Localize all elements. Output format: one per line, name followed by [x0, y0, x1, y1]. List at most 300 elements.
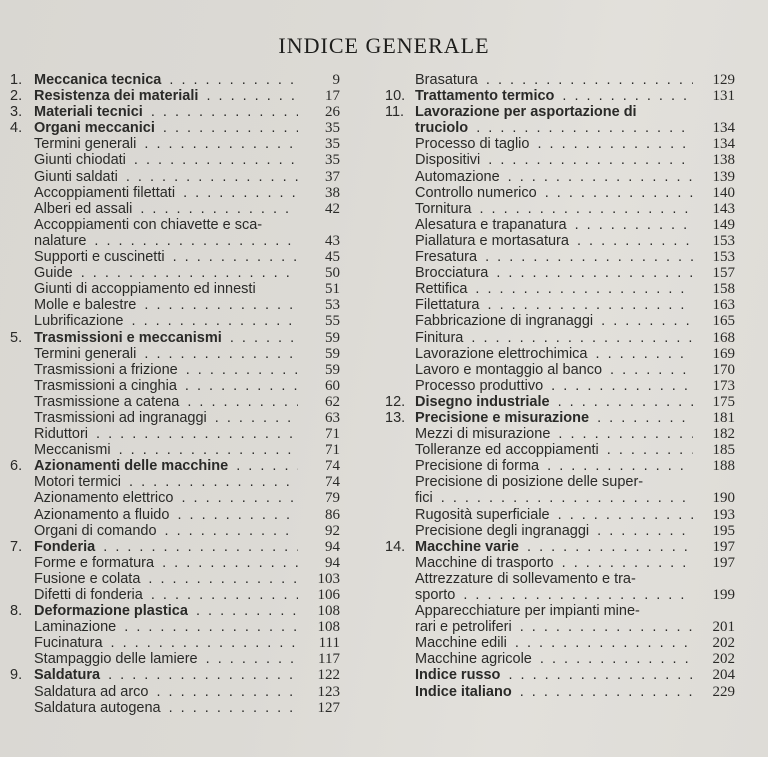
entry-title: Precisione e misurazione: [415, 409, 590, 426]
page-number: 117: [318, 651, 340, 668]
entry-label: [34, 378, 298, 394]
chapter-number: 14.: [385, 538, 406, 555]
dot-leader: [601, 442, 693, 458]
entry-label: [34, 587, 298, 603]
dot-leader: [482, 152, 693, 168]
toc-entry: [385, 571, 735, 587]
entry-title: Finitura: [415, 329, 464, 346]
page-number: 79: [325, 490, 340, 507]
entry-label: [415, 507, 693, 523]
chapter-number: 11.: [385, 104, 405, 121]
page-number: 139: [712, 168, 735, 185]
dot-leader: [75, 265, 298, 281]
page-number: 35: [325, 152, 340, 169]
toc-entry: [10, 249, 340, 265]
entry-title: Azionamenti delle macchine: [34, 458, 229, 475]
entry-title: Accoppiamenti con chiavette e sca-: [34, 216, 263, 233]
page-number: 9: [332, 72, 340, 88]
entry-title: Fonderia: [34, 538, 96, 555]
entry-label: [415, 555, 693, 571]
entry-label: [415, 394, 693, 410]
page-number: 197: [712, 538, 735, 555]
entry-label: [34, 523, 298, 539]
page-number: 86: [325, 506, 340, 523]
entry-title: Processo produttivo: [415, 377, 544, 394]
entry-title: Giunti chiodati: [34, 152, 126, 169]
entry-title: Trasmissioni ad ingranaggi: [34, 409, 207, 426]
entry-label: [415, 330, 693, 346]
dot-leader: [473, 201, 693, 217]
entry-label: [34, 313, 298, 329]
entry-title: Precisione di forma: [415, 458, 540, 475]
entry-label: [34, 490, 298, 506]
entry-title: Fucinatura: [34, 635, 103, 652]
page-number: 190: [712, 490, 735, 507]
dot-leader: [163, 700, 298, 716]
dot-leader: [180, 362, 298, 378]
toc-left-column: [10, 72, 340, 716]
entry-title: Motori termici: [34, 474, 122, 491]
dot-leader: [175, 490, 298, 506]
page-number: 108: [317, 603, 340, 620]
dot-leader: [97, 539, 298, 555]
entry-title: Automazione: [415, 168, 500, 185]
entry-title: Apparecchiature per impianti mine-: [415, 603, 640, 620]
entry-label: [34, 104, 298, 120]
toc-entry: [10, 603, 340, 619]
toc-entry: [10, 362, 340, 378]
entry-label: [34, 362, 298, 378]
toc-entry: [10, 539, 340, 555]
toc-entry: [385, 362, 735, 378]
entry-label: [34, 555, 298, 571]
entry-label: [415, 587, 693, 603]
entry-label: [34, 136, 298, 152]
dot-leader: [88, 233, 298, 249]
entry-title: Lavorazione per asportazione di: [415, 104, 637, 121]
entry-title: Fresatura: [415, 249, 478, 266]
dot-leader: [591, 523, 693, 539]
page-number: 173: [712, 377, 735, 394]
toc-entry: [10, 426, 340, 442]
toc-entry: [385, 684, 735, 700]
page-number: 71: [325, 426, 340, 443]
page-number: 134: [712, 136, 735, 153]
dot-leader: [534, 651, 693, 667]
dot-leader: [145, 104, 298, 120]
entry-title: Precisione di posizione delle super-: [415, 474, 644, 491]
toc-entry: [385, 442, 735, 458]
entry-label: [415, 104, 693, 120]
entry-label: [415, 120, 693, 136]
page-number: 193: [712, 506, 735, 523]
entry-label: [34, 120, 298, 136]
dot-leader: [138, 136, 298, 152]
toc-entry: [10, 185, 340, 201]
entry-title: Giunti di accoppiamento ed innesti: [34, 281, 256, 298]
entry-title: Termini generali: [34, 345, 137, 362]
entry-label: [34, 700, 298, 716]
entry-label: [34, 281, 298, 297]
entry-title: Mezzi di misurazione: [415, 426, 551, 443]
entry-label: [34, 426, 298, 442]
page-number: 165: [712, 313, 735, 330]
entry-title: Brocciatura: [415, 265, 489, 282]
entry-label: [415, 442, 693, 458]
toc-entry: [385, 394, 735, 410]
page-number: 175: [712, 393, 735, 410]
toc-entry: [10, 217, 340, 233]
dot-leader: [552, 394, 693, 410]
page-number: 127: [317, 699, 340, 716]
toc-entry: [385, 330, 735, 346]
dot-leader: [167, 249, 298, 265]
dot-leader: [120, 169, 298, 185]
entry-label: [415, 136, 693, 152]
dot-leader: [531, 136, 693, 152]
chapter-number: 10.: [385, 88, 406, 105]
page-number: 158: [712, 281, 735, 298]
entry-title: Trasmissioni a cinghia: [34, 377, 177, 394]
entry-label: [34, 169, 298, 185]
entry-label: [415, 346, 693, 362]
toc-entry: [10, 313, 340, 329]
page-number: 71: [325, 442, 340, 459]
dot-leader: [604, 362, 693, 378]
entry-label: [34, 72, 298, 88]
page-number: 199: [712, 587, 735, 603]
dot-leader: [171, 507, 298, 523]
dot-leader: [150, 684, 298, 700]
page-number: 169: [712, 345, 735, 362]
toc-entry: [10, 442, 340, 458]
entry-label: [415, 362, 693, 378]
page-number: 163: [712, 297, 735, 314]
toc-entry: [10, 410, 340, 426]
page-number: 202: [712, 635, 735, 652]
dot-leader: [502, 169, 693, 185]
dot-leader: [102, 667, 298, 683]
entry-label: [415, 281, 693, 297]
page-number: 103: [317, 570, 340, 587]
page-number: 149: [712, 216, 735, 233]
page-number: 195: [712, 522, 735, 539]
dot-leader: [465, 330, 693, 346]
page-number: 53: [325, 297, 340, 314]
dot-leader: [125, 313, 298, 329]
toc-entry: [10, 587, 340, 603]
entry-label: [415, 458, 693, 474]
toc-entry: [10, 635, 340, 651]
dot-leader: [113, 442, 298, 458]
entry-title: Macchine edili: [415, 635, 507, 652]
entry-label: [415, 490, 693, 506]
toc-entry: [10, 297, 340, 313]
toc-entry: [385, 313, 735, 329]
entry-title: Fusione e colata: [34, 570, 141, 587]
entry-title: Accoppiamenti filettati: [34, 184, 176, 201]
toc-entry: [385, 281, 735, 297]
chapter-number: 6.: [10, 458, 23, 475]
page-number: 42: [325, 200, 340, 217]
page-number: 17: [325, 88, 340, 105]
page-number: 26: [325, 104, 340, 121]
entry-title: Fabbricazione di ingranaggi: [415, 313, 594, 330]
chapter-number: 3.: [10, 104, 23, 121]
toc-entry: [10, 152, 340, 168]
entry-label: [34, 651, 298, 667]
entry-title: Indice russo: [415, 667, 501, 684]
toc-entry: [10, 619, 340, 635]
entry-title: Supporti e cuscinetti: [34, 249, 165, 266]
dot-leader: [138, 346, 298, 362]
dot-leader: [545, 378, 693, 394]
dot-leader: [123, 474, 298, 490]
toc-entry: [385, 249, 735, 265]
entry-title: Macchine di trasporto: [415, 554, 554, 571]
dot-leader: [556, 555, 693, 571]
toc-entry: [385, 233, 735, 249]
page-number: 35: [325, 120, 340, 137]
dot-leader: [190, 603, 298, 619]
entry-title: Termini generali: [34, 136, 137, 153]
toc-entry: [385, 474, 735, 490]
entry-title: Meccanismi: [34, 442, 111, 459]
entry-label: [415, 635, 693, 651]
entry-label: [34, 619, 298, 635]
toc-entry: [10, 378, 340, 394]
entry-label: [34, 684, 298, 700]
page-number: 55: [325, 313, 340, 330]
page-title: INDICE GENERALE: [278, 33, 490, 58]
entry-label: [34, 667, 298, 683]
dot-leader: [591, 410, 693, 426]
toc-entry: [10, 104, 340, 120]
toc-entry: [385, 523, 735, 539]
entry-title: Meccanica tecnica: [34, 72, 162, 88]
entry-label: [415, 603, 693, 619]
entry-title: truciolo: [415, 120, 469, 137]
toc-entry: [385, 104, 735, 120]
entry-label: [34, 603, 298, 619]
page-number: 111: [318, 635, 340, 652]
toc-entry: [10, 265, 340, 281]
entry-label: [415, 88, 693, 104]
page-number: 201: [712, 619, 735, 636]
entry-title: Brasatura: [415, 72, 478, 88]
dot-leader: [224, 330, 298, 346]
entry-label: [34, 474, 298, 490]
dot-leader: [105, 635, 298, 651]
entry-label: [415, 201, 693, 217]
entry-label: [415, 667, 693, 683]
entry-title: Trasmissioni a frizione: [34, 361, 178, 378]
entry-label: [34, 539, 298, 555]
entry-label: [415, 249, 693, 265]
entry-title: Trasmissione a catena: [34, 393, 180, 410]
entry-label: [34, 152, 298, 168]
toc-entry: [385, 490, 735, 506]
entry-label: [415, 523, 693, 539]
entry-label: [415, 217, 693, 233]
entry-label: [34, 394, 298, 410]
toc-entry: [385, 426, 735, 442]
page-number: 157: [712, 265, 735, 282]
toc-entry: [10, 571, 340, 587]
page-number: 188: [712, 458, 735, 475]
page-number: 229: [712, 683, 735, 700]
entry-label: [415, 185, 693, 201]
dot-leader: [502, 667, 693, 683]
toc-entry: [385, 555, 735, 571]
toc-entry: [385, 265, 735, 281]
entry-title: Indice italiano: [415, 683, 512, 700]
toc-entry: [385, 378, 735, 394]
entry-label: [34, 233, 298, 249]
entry-label: [34, 571, 298, 587]
entry-title: Forme e formatura: [34, 554, 155, 571]
toc-entry: [385, 587, 735, 603]
page-number: 43: [325, 232, 340, 249]
page-number: 51: [325, 281, 340, 298]
dot-leader: [479, 249, 693, 265]
dot-leader: [230, 458, 298, 474]
chapter-number: 12.: [385, 393, 406, 410]
toc-entry: [385, 667, 735, 683]
chapter-number: 4.: [10, 120, 23, 137]
entry-title: Macchine varie: [415, 538, 519, 555]
page-number: 106: [317, 587, 340, 603]
dot-leader: [541, 458, 693, 474]
entry-title: nalature: [34, 232, 87, 249]
entry-label: [415, 651, 693, 667]
toc-right-column: [385, 72, 735, 700]
entry-title: Rettifica: [415, 281, 468, 298]
entry-label: [34, 297, 298, 313]
toc-entry: [10, 490, 340, 506]
page-number: 181: [712, 409, 735, 426]
page-number: 94: [325, 554, 340, 571]
entry-title: Dispositivi: [415, 152, 481, 169]
dot-leader: [134, 201, 298, 217]
page-number: 138: [712, 152, 735, 169]
dot-leader: [163, 72, 298, 88]
dot-leader: [480, 72, 693, 88]
dot-leader: [589, 346, 693, 362]
toc-entry: [385, 201, 735, 217]
dot-leader: [595, 313, 693, 329]
entry-title: Alberi ed assali: [34, 200, 133, 217]
entry-title: Tornitura: [415, 200, 472, 217]
entry-title: Laminazione: [34, 619, 117, 636]
toc-entry: [10, 281, 340, 297]
toc-entry: [385, 185, 735, 201]
page-number: 62: [325, 393, 340, 410]
page-number: 140: [712, 184, 735, 201]
page-number: 59: [325, 361, 340, 378]
dot-leader: [179, 378, 298, 394]
toc-entry: [385, 136, 735, 152]
entry-title: Controllo numerico: [415, 184, 537, 201]
dot-leader: [571, 233, 693, 249]
entry-label: [34, 458, 298, 474]
entry-label: [34, 410, 298, 426]
entry-label: [415, 152, 693, 168]
entry-title: Saldatura ad arco: [34, 683, 149, 700]
entry-label: [34, 635, 298, 651]
dot-leader: [469, 281, 693, 297]
entry-title: fici: [415, 490, 433, 507]
entry-label: [415, 410, 693, 426]
dot-leader: [209, 410, 298, 426]
toc-entry: [10, 120, 340, 136]
toc-entry: [385, 635, 735, 651]
toc-entry: [10, 394, 340, 410]
toc-entry: [10, 651, 340, 667]
toc-entry: [10, 136, 340, 152]
toc-entry: [385, 458, 735, 474]
toc-entry: [385, 217, 735, 233]
dot-leader: [157, 120, 298, 136]
entry-label: [34, 249, 298, 265]
dot-leader: [90, 426, 298, 442]
toc-entry: [385, 152, 735, 168]
page-number: 94: [325, 538, 340, 555]
entry-title: Lavoro e montaggio al banco: [415, 361, 603, 378]
dot-leader: [118, 619, 298, 635]
page-number: 123: [317, 683, 340, 700]
chapter-number: 9.: [10, 667, 23, 684]
page-number: 50: [325, 265, 340, 282]
toc-entry: [385, 410, 735, 426]
entry-label: [415, 619, 693, 635]
page-number: 108: [317, 619, 340, 636]
page-number: 74: [325, 474, 340, 491]
dot-leader: [128, 152, 298, 168]
toc-entry: [385, 539, 735, 555]
dot-leader: [142, 571, 298, 587]
dot-leader: [435, 490, 693, 506]
page-number: 143: [712, 200, 735, 217]
dot-leader: [514, 684, 693, 700]
dot-leader: [552, 507, 693, 523]
dot-leader: [481, 297, 693, 313]
toc-entry: [385, 297, 735, 313]
entry-title: Filettatura: [415, 297, 480, 314]
page-number: 153: [712, 232, 735, 249]
page-number: 168: [712, 329, 735, 346]
dot-leader: [457, 587, 693, 603]
chapter-number: 1.: [10, 72, 23, 88]
entry-title: Organi di comando: [34, 522, 157, 539]
page-number: 74: [325, 458, 340, 475]
entry-title: Giunti saldati: [34, 168, 118, 185]
page-number: 129: [712, 72, 735, 88]
toc-entry: [385, 651, 735, 667]
entry-title: Rugosità superficiale: [415, 506, 550, 523]
entry-title: Riduttori: [34, 426, 88, 443]
entry-label: [415, 265, 693, 281]
dot-leader: [200, 651, 298, 667]
entry-label: [415, 169, 693, 185]
entry-label: [415, 571, 693, 587]
chapter-number: 2.: [10, 88, 23, 105]
entry-title: Lubrificazione: [34, 313, 124, 330]
toc-entry: [385, 120, 735, 136]
entry-title: Alesatura e trapanatura: [415, 216, 567, 233]
page-number: 204: [712, 667, 735, 684]
dot-leader: [521, 539, 693, 555]
